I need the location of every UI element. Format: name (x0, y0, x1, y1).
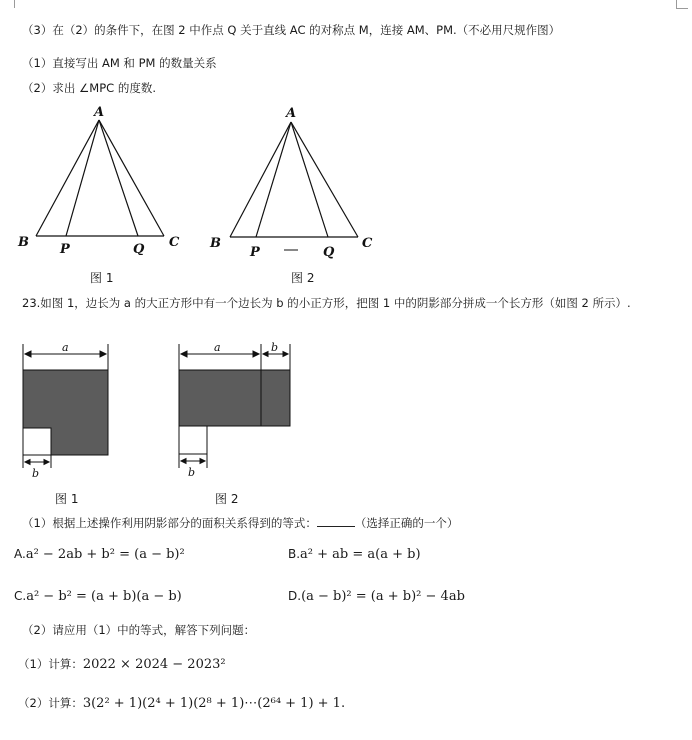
arrow-head-left (263, 352, 268, 357)
calc2-prefix: （2）计算： (18, 696, 83, 710)
figure-1-caption: 图 1 (90, 271, 114, 285)
label-p: P (60, 242, 70, 255)
label-a: A (94, 105, 105, 120)
small-square (179, 426, 207, 454)
arrow-head-left (25, 460, 30, 465)
label-a: A (286, 106, 297, 121)
arrow-head-left (25, 351, 31, 357)
edge-ac (291, 122, 358, 237)
label-b: B (18, 235, 29, 250)
corner-mark-right-h (676, 8, 688, 9)
edge-ab (36, 120, 99, 236)
label-a: a (214, 341, 221, 354)
option-b-prefix: B. (288, 547, 301, 561)
arrow-head-right (100, 351, 106, 357)
arrow-head-left (181, 459, 186, 464)
option-d-prefix: D. (288, 589, 302, 603)
shaded-rectangle (179, 370, 290, 426)
option-c-equation: a² − b² = (a + b)(a − b) (26, 589, 182, 604)
corner-mark-left (14, 0, 15, 8)
calc2-expression: 3(2² + 1)(2⁴ + 1)(2⁸ + 1)⋯(2⁶⁴ + 1) + 1. (82, 696, 346, 711)
q23-calc1 (18, 656, 226, 673)
answer-blank[interactable] (317, 516, 355, 527)
question-3-text: （3）在（2）的条件下，在图 2 中作点 Q 关于直线 AC 的对称点 M，连接 AM、PM.（不必用尺规作图） (22, 23, 561, 37)
label-a: a (62, 341, 69, 354)
edge-aq (291, 122, 328, 237)
edge-ap (66, 120, 99, 236)
rectangle-figure-2-caption: 图 2 (215, 492, 239, 506)
option-c[interactable] (14, 589, 182, 604)
triangle-figure-1 (14, 100, 194, 255)
label-c: C (362, 236, 373, 251)
option-a-equation: a² − 2ab + b² = (a − b)² (25, 547, 185, 562)
arrow-head-right (44, 460, 49, 465)
label-b: b (32, 467, 40, 480)
square-figure-1-caption: 图 1 (55, 492, 79, 506)
q23-sub2: （2）请应用（1）中的等式，解答下列问题： (22, 623, 256, 637)
edge-ab (230, 122, 291, 237)
sub-question-2-text: （2）求出 ∠MPC 的度数. (22, 81, 156, 95)
edge-ac (99, 120, 164, 236)
arrow-head-right (283, 352, 288, 357)
option-d-equation: (a − b)² = (a + b)² − 4ab (301, 589, 465, 604)
option-b[interactable] (288, 547, 421, 562)
q23-sub1-tail: （选择正确的一个） (354, 516, 459, 530)
q23-sub1 (22, 515, 458, 531)
q23-calc2 (18, 695, 345, 712)
label-b: B (210, 236, 221, 251)
label-c: C (169, 235, 180, 250)
square-figure-1 (18, 340, 118, 480)
label-p: P (250, 245, 260, 260)
small-square (23, 428, 51, 455)
arrow-head-right (253, 351, 259, 357)
calc1-expression: 2022 × 2024 − 2023² (82, 657, 226, 672)
label-b: b (188, 466, 196, 479)
q23-sub1-text: （1）根据上述操作利用阴影部分的面积关系得到的等式： (22, 516, 317, 530)
rectangle-figure-2 (174, 340, 304, 480)
option-c-prefix: C. (14, 589, 27, 603)
option-a-prefix: A. (14, 547, 26, 561)
label-b-top: b (271, 341, 279, 354)
figure-2-caption: 图 2 (291, 271, 315, 285)
option-d[interactable] (288, 589, 465, 604)
corner-mark-right (676, 0, 677, 8)
triangle-figure-2 (206, 100, 386, 260)
edge-ap (256, 122, 291, 237)
arrow-head-right (200, 459, 205, 464)
label-q: Q (133, 242, 145, 255)
calc1-prefix: （1）计算： (18, 657, 83, 671)
option-a[interactable] (14, 547, 185, 562)
sub-question-1-text: （1）直接写出 AM 和 PM 的数量关系 (22, 56, 217, 70)
question-23-stem: 23.如图 1，边长为 a 的大正方形中有一个边长为 b 的小正方形，把图 1 中的阴影部分拼成一个长方形（如图 2 所示）. (22, 296, 631, 310)
option-b-equation: a² + ab = a(a + b) (300, 547, 421, 562)
arrow-head-left (181, 351, 187, 357)
label-q: Q (323, 245, 335, 260)
